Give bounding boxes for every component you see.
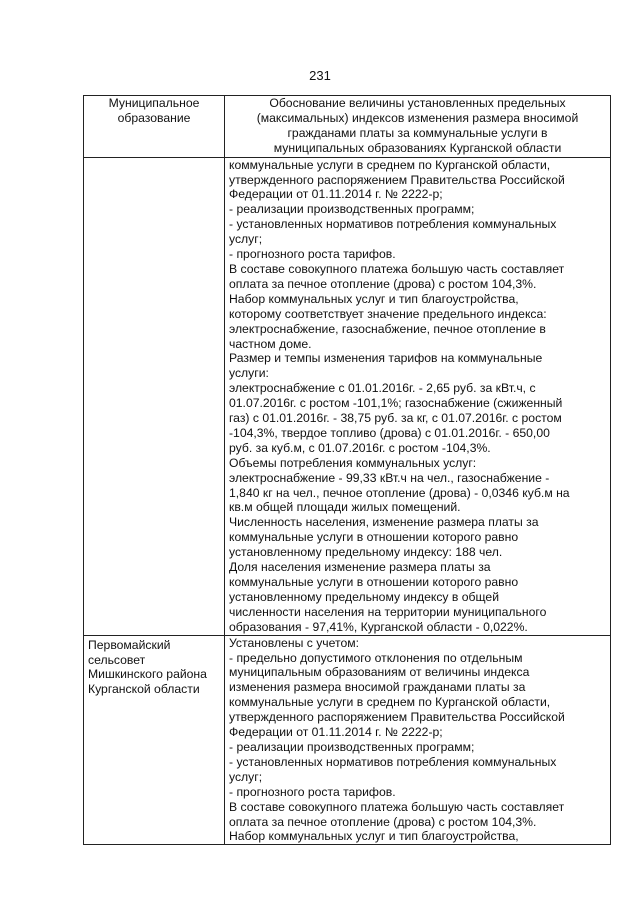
justification-line: - предельно допустимого отклонения по отдельным (229, 650, 523, 665)
justification-line: частном доме. (229, 336, 312, 351)
justification-line: муниципальным образованиям от величины индекса (229, 665, 530, 680)
municipality-line: сельсовет (88, 652, 146, 667)
justification-line: 1,840 кг на чел., печное отопление (дрова) - 0,0346 куб.м на (229, 485, 570, 500)
justification-line: Федерации от 01.11.2014 г. № 2222-р; (229, 725, 443, 740)
tariff-justification-table (83, 95, 611, 845)
table-header-row (84, 96, 611, 158)
justification-line: Набор коммунальных услуг и тип благоустройства, (229, 291, 519, 306)
justification-line: - прогнозного роста тарифов. (229, 247, 396, 262)
justification-line: Размер и темпы изменения тарифов на коммунальные (229, 351, 543, 366)
justification-line: - установленных нормативов потребления коммунальных (229, 217, 557, 232)
justification-line: коммунальные услуги в отношении которого равно (229, 530, 519, 545)
justification-line: - реализации производственных программ; (229, 739, 475, 754)
justification-line: руб. за куб.м, с 01.07.2016г. с ростом -104,3%. (229, 440, 491, 455)
justification-line: - реализации производственных программ; (229, 202, 475, 217)
justification-line: коммунальные услуги в отношении которого равно (229, 575, 519, 589)
municipality-line: Курганской области (88, 682, 200, 697)
justification-line: Объемы потребления коммунальных услуг: (229, 455, 477, 470)
justification-line: В составе совокупного платежа большую часть составляет (229, 261, 565, 276)
justification-line: 01.07.2016г. с ростом -101,1%; газоснабжение (сжиженный (229, 396, 563, 411)
justification-line: Федерации от 01.11.2014 г. № 2222-р; (229, 187, 443, 202)
header-municipality (84, 96, 225, 158)
justification-line: электроснабжение - 99,33 кВт.ч на чел., газоснабжение - (229, 470, 550, 485)
justification-line: коммунальные услуги в среднем по Курганской области, (229, 695, 551, 710)
justification-cell (225, 157, 611, 635)
header-line: (максимальных) индексов изменения размера вносимой (256, 110, 579, 125)
justification-line: коммунальные услуги в среднем по Курганской области, (229, 157, 551, 172)
justification-line: оплата за печное отопление (дрова) с ростом 104,3%. (229, 814, 537, 829)
justification-line: электроснабжение, газоснабжение, печное отопление в (229, 321, 546, 336)
table-row (84, 635, 611, 845)
justification-line: - прогнозного роста тарифов. (229, 784, 396, 799)
header-line: гражданами платы за коммунальные услуги в (287, 125, 548, 140)
justification-line: В составе совокупного платежа большую часть составляет (229, 799, 565, 814)
justification-line: услуг; (229, 769, 263, 784)
header-line: Муниципальное (108, 96, 200, 110)
header-line: Обоснование величины установленных предельных (269, 96, 566, 110)
table-row (84, 157, 611, 635)
justification-line: установленному предельному индексу в общей (229, 589, 500, 604)
justification-line: кв.м общей площади жилых помещений. (229, 500, 461, 515)
page-number: 231 (309, 68, 331, 83)
header-line: образование (117, 110, 191, 125)
header-justification (225, 96, 611, 158)
justification-line: услуги: (229, 366, 269, 381)
municipality-cell (84, 157, 225, 635)
municipality-line: Первомайский (88, 637, 171, 652)
justification-line: Численность населения, изменение размера платы за (229, 515, 539, 530)
justification-line: Набор коммунальных услуг и тип благоустройства, (229, 829, 519, 844)
justification-line: утвержденного распоряжением Правительства Российской (229, 710, 565, 725)
justification-line: утвержденного распоряжением Правительства Российской (229, 172, 565, 187)
justification-line: которому соответствует значение предельного индекса: (229, 306, 547, 321)
municipality-cell (84, 635, 225, 845)
justification-line: газ) с 01.01.2016г. - 38,75 руб. за кг, с 01.07.2016г. с ростом (229, 411, 562, 426)
justification-line: оплата за печное отопление (дрова) с ростом 104,3%. (229, 276, 537, 291)
justification-cell (225, 635, 611, 845)
justification-line: образования - 97,41%, Курганской области - 0,022%. (229, 619, 528, 634)
justification-line: численности населения на территории муниципального (229, 604, 547, 619)
justification-line: установленному предельному индексу: 188 чел. (229, 545, 503, 560)
header-line: муниципальных образованиях Курганской области (273, 140, 562, 155)
justification-line: Доля населения изменение размера платы за (229, 560, 491, 575)
justification-line: Установлены с учетом: (229, 635, 359, 650)
justification-line: электроснабжение с 01.01.2016г. - 2,65 руб. за кВт.ч, с (229, 381, 536, 396)
municipality-line: Мишкинского района (88, 667, 207, 682)
justification-line: услуг; (229, 232, 263, 247)
justification-line: изменения размера вносимой гражданами платы за (229, 680, 526, 695)
justification-line: - установленных нормативов потребления коммунальных (229, 754, 557, 769)
justification-line: -104,3%, твердое топливо (дрова) с 01.01.2016г. - 650,00 (229, 425, 550, 440)
